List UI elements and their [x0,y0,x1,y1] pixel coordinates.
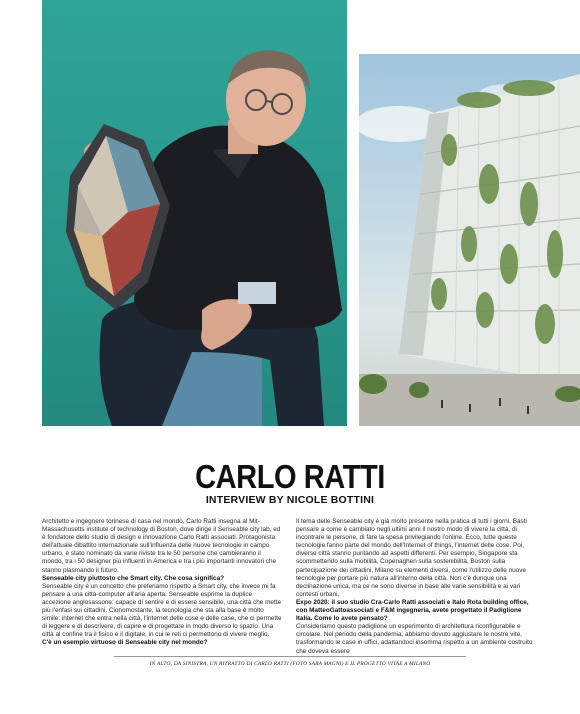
interview-question: Expo 2020: il suo studio Cra-Carlo Ratti associati e Italo Rota building office, con MatteoGattoassociati e F&M ingegneria, avete progettato il Padiglione Italia. Come lo avete pensato? [296,598,529,623]
article-byline: INTERVIEW BY NICOLE BOTTINI [205,494,375,506]
caption-divider [114,656,466,657]
building-render [359,54,580,426]
body-paragraph: Consideriamo questo padiglione un esperimento di architettura riconfigurabile e circolare. Nel periodo della pandemia, abbiamo dovuto aggiustare le nostre vite, trasformando le case in uffici, adattandoci insomma rispetto a un ambiente costruito che doveva essere [296,623,533,655]
body-paragraph: Il tema delle Senseable city è già molto presente nella pratica di tutti i giorni. Basti pensare a come è cambiato negli ultimi anni il nostro modo di vivere la città, di incontrare le persone, di fare la spesa privilegiando l'online. Ecco, tutte queste tecnologie fanno parte del mondo dell'Internet of things, l'internet delle cose. Poi, diverse città stanno puntando ad aspetti differenti. Per esempio, Singapore sta scommettendo sulla mobilità, Copenaghen sulla sostenibilità, Boston sulla partecipazione dei cittadini, Milano su elementi diversi, come l'utilizzo delle nuove tecnologie per portare più natura all'interno della città. Non c'è dunque una declinazione unica, ma ce ne sono diverse in base alle varie sensibilità e ai vari contesti urbani. [296,518,527,598]
interview-question: C'è un esempio virtuoso di Senseable city nel mondo? [42,639,208,647]
body-column-left [42,518,282,648]
body-paragraph: Senseable city è un concetto che preferiamo rispetto a Smart city, che invece mi fa pensare a una città-computer all'aria aperta. Senseable esprime la duplice accezione anglosassone: capace di sentire e di essere sensibile, una città che mette più l'enfasi sui cittadini. Cionomostante, la tecnologia che sta alla base è molto simile: internet che entra nella città, l'internet delle cose e delle case, che ci permette di leggere e di descrivere, di capire e di progettare in modo diverso lo spazio. Una città al confine tra il fisico e il digitale, in cui le reti ci permettono di vivere meglio. [42,582,282,639]
interview-question: Senseable city piuttosto che Smart city. Che cosa significa? [42,574,225,582]
body-paragraph: Architetto e ingegnere torinese di casa nel mondo, Carlo Ratti insegna al Mit-Massachusetts institute of technology di Boston, dove dirige il Senseable city lab, ed è fondatore dello studio di design e innovazione Carlo Ratti associati. Protagonista dell'attuale dibattito internazionale sull'influenza delle nuove tecnologie in campo urbano, è stato nominato da varie riviste tra le 50 persone che cambieranno il mondo, tra i 50 designer più influenti in America e tra i più importanti innovatori che stanno plasmando il futuro. [42,518,281,574]
photo-caption: IN ALTO, DA SINISTRA, UN RITRATTO DI CARLO RATTI (FOTO SARA MAGNI) E IL PROGETTO VITAE A MILANO [149,661,431,667]
article-title: CARLO RATTI [195,458,385,495]
portrait-photo [42,0,347,426]
body-column-right [296,518,538,656]
